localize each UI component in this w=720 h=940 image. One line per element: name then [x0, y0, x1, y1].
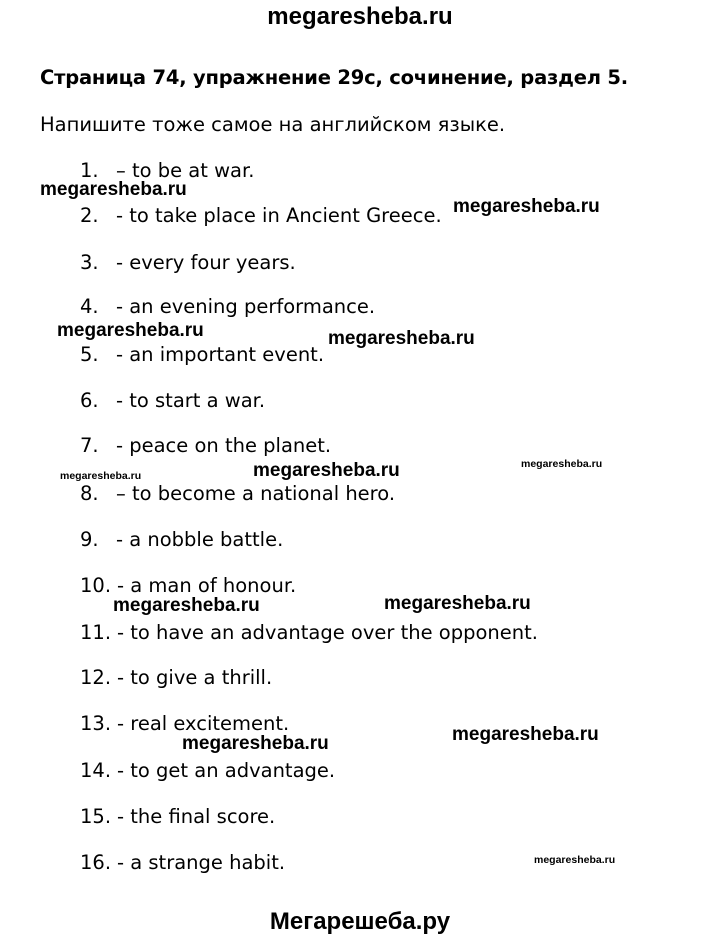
item-number: 5. [80, 343, 99, 366]
site-footer: Мегарешеба.ру [269, 908, 451, 935]
list-item [80, 342, 324, 368]
list-item [80, 620, 538, 646]
watermark: megaresheba.ru [521, 458, 603, 470]
item-text: - a strange habit. [117, 851, 286, 874]
instruction-text: Напишите тоже самое на английском языке. [40, 113, 506, 136]
item-text: - an important event. [116, 343, 325, 366]
watermark: megaresheba.ru [328, 328, 475, 349]
item-number: 11. [80, 621, 112, 644]
page-heading: Страница 74, упражнение 29c, сочинение, раздел 5. [40, 66, 628, 89]
item-text: - every four years. [116, 251, 296, 274]
item-number: 12. [80, 666, 112, 689]
item-text: - to take place in Ancient Greece. [116, 204, 442, 227]
list-item [80, 527, 283, 553]
list-item [80, 388, 265, 414]
list-item [80, 433, 331, 459]
item-number: 3. [80, 251, 99, 274]
item-text: – to be at war. [116, 159, 255, 182]
item-text: – to become a national hero. [116, 482, 396, 505]
list-item [80, 850, 285, 876]
watermark: megaresheba.ru [384, 593, 531, 614]
item-number: 1. [80, 159, 99, 182]
item-text: - real excitement. [117, 712, 290, 735]
watermark: megaresheba.ru [182, 733, 329, 754]
item-number: 9. [80, 528, 99, 551]
list-item [80, 758, 335, 784]
item-number: 13. [80, 712, 112, 735]
watermark: megaresheba.ru [253, 460, 400, 481]
watermark: megaresheba.ru [452, 724, 599, 745]
site-header: megaresheba.ru [267, 3, 453, 30]
item-text: - peace on the planet. [116, 434, 332, 457]
item-number: 14. [80, 759, 112, 782]
item-number: 10. [80, 574, 112, 597]
list-item [80, 481, 395, 507]
item-text: - to give a thrill. [117, 666, 273, 689]
item-text: - an evening performance. [116, 295, 376, 318]
watermark: megaresheba.ru [57, 320, 204, 341]
list-item [80, 665, 272, 691]
item-text: - to have an advantage over the opponent. [117, 621, 538, 644]
item-number: 7. [80, 434, 99, 457]
item-number: 4. [80, 295, 99, 318]
watermark: megaresheba.ru [113, 595, 260, 616]
item-number: 15. [80, 805, 112, 828]
item-number: 16. [80, 851, 112, 874]
list-item [80, 294, 375, 320]
watermark: megaresheba.ru [534, 854, 616, 866]
item-text: - the final score. [117, 805, 276, 828]
watermark: megaresheba.ru [40, 179, 187, 200]
item-text: - a nobble battle. [116, 528, 284, 551]
item-number: 2. [80, 204, 99, 227]
item-text: - to start a war. [116, 389, 266, 412]
item-text: - a man of honour. [117, 574, 297, 597]
watermark: megaresheba.ru [453, 196, 600, 217]
list-item [80, 203, 442, 229]
watermark: megaresheba.ru [60, 470, 142, 482]
list-item [80, 250, 296, 276]
item-text: - to get an advantage. [117, 759, 336, 782]
item-number: 6. [80, 389, 99, 412]
item-number: 8. [80, 482, 99, 505]
list-item [80, 804, 275, 830]
